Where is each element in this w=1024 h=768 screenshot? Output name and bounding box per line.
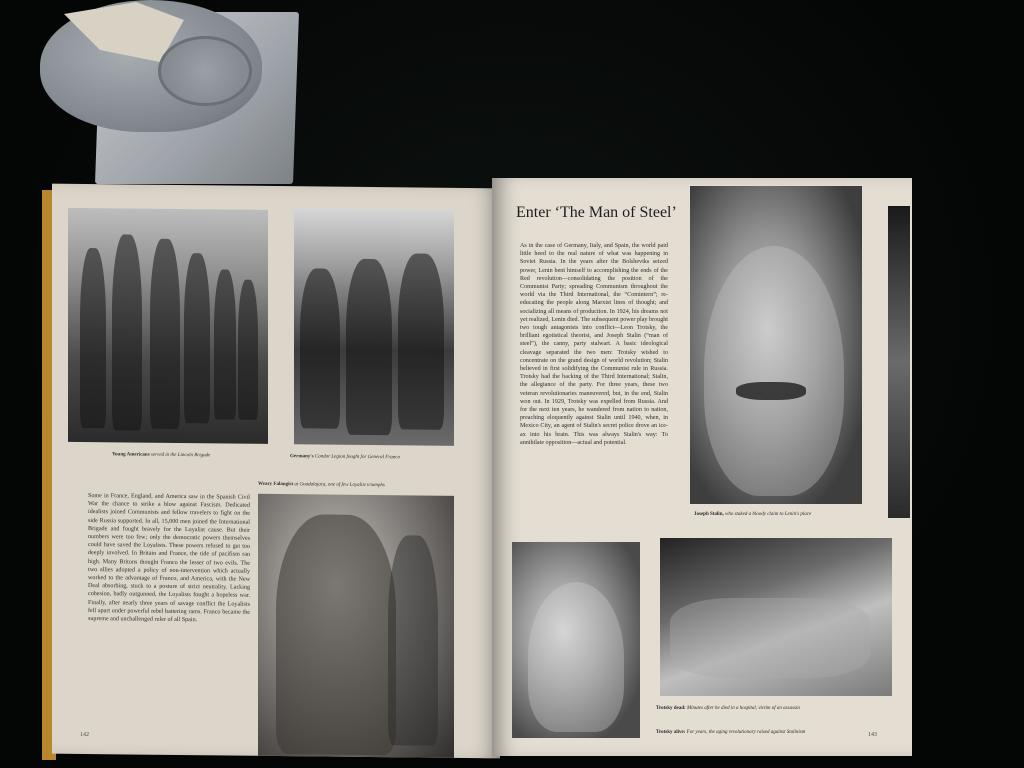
left-page-number: 142 [80,731,89,739]
caption-young-americans: Young Americans served in the Lincoln Brigade [112,452,211,459]
caption-trotsky-dead: Trotsky dead: Minutes after he died in a hospital, victim of an assassin [656,706,800,711]
left-page [52,184,500,759]
photo-young-americans [68,208,268,444]
owl-figurine [40,0,262,132]
photo-joseph-stalin [690,186,862,504]
caption-trotsky-alive: Trotsky alive: For years, the aging revolutionary raised against Stalinism [656,730,806,735]
photo-edge-strip [888,206,910,518]
right-page-number: 143 [868,732,877,738]
photo-weary-falangist [258,494,454,758]
page-title: Enter ‘The Man of Steel’ [516,204,677,221]
caption-stalin: Joseph Stalin, who staked a bloody claim to Lenin's place [694,512,812,517]
photo-trotsky-dead [660,538,892,696]
right-body-text: As in the case of Germany, Italy, and Spain, the world paid little heed to the real nature of what was happening in Soviet Russia. In the years after the Bolsheviks seized power, Lenin bent himself to accomplishing the ends of the Red revolution—consolidating the position of the Communist Party; spreading Communism throughout the world via the Third International, the “Comintern”; re-educating the people along Marxist lines of thought; and socializing all means of production. In 1924, his dreams not yet realized, Lenin died. The subsequent power play brought two tough antagonists into conflict—Leon Trotsky, the brilliant egotistical theorist, and Joseph Stalin (“man of steel”), the canny, party stalwart. A basic ideological cleavage separated the two men: Trotsky wished to concentrate on the grand design of world revolution; Stalin believed in first solidifying the Communist rule in Russia. Trotsky had the backing of the Third International; Stalin, the allegiance of the party. For three years, these two veteran revolutionaries maneuvered, but, in the end, Stalin won out. In 1929, Trotsky was expelled from Russia. And for the next ten years, he wandered from nation to nation, preaching eloquently against Stalin until 1940, when, in Mexico City, an agent of Stalin's secret police drove an ice-ax into his brain. This was always Stalin's way: To annihilate opposition—actual and potential. [520,243,668,446]
left-body-text: Some in France, England, and America saw in the Spanish Civil War the chance to strike a blow against Fascism. Dedicated idealists joined Communists and fellow travelers to fight on the side Russia supported. In all, 15,000 men joined the International Brigade and fought bravely for the Loyalist cause. But their numbers were too few; only the democratic powers themselves could have saved the Loyalists. These powers refused to get too deeply involved. In Britain and France, the tide of pacifism ran high. Many Britons thought Franco the lesser of two evils. The two allies adopted a policy of non-intervention which actually worked to the advantage of Franco, and America, with the New Deal absorbing, stuck to a posture of strict neutrality. Lacking cohesion, badly outgunned, the Loyalists fought a hopeless war. Finally, after nearly three years of savage conflict the Loyalists fell apart under powerful rebel battering rams. Franco became the supreme and unchallenged ruler of all Spain. [88,493,250,624]
caption-falangist: Weary Falangist at Guadalajara, one of few Loyalist triumphs [258,481,385,489]
open-book [40,176,915,760]
owl-eye [158,36,252,106]
caption-condor-legion: Germany's Condor Legion fought for General Franco [290,454,400,461]
photo-condor-legion [294,208,454,446]
photo-trotsky-alive [512,542,640,738]
